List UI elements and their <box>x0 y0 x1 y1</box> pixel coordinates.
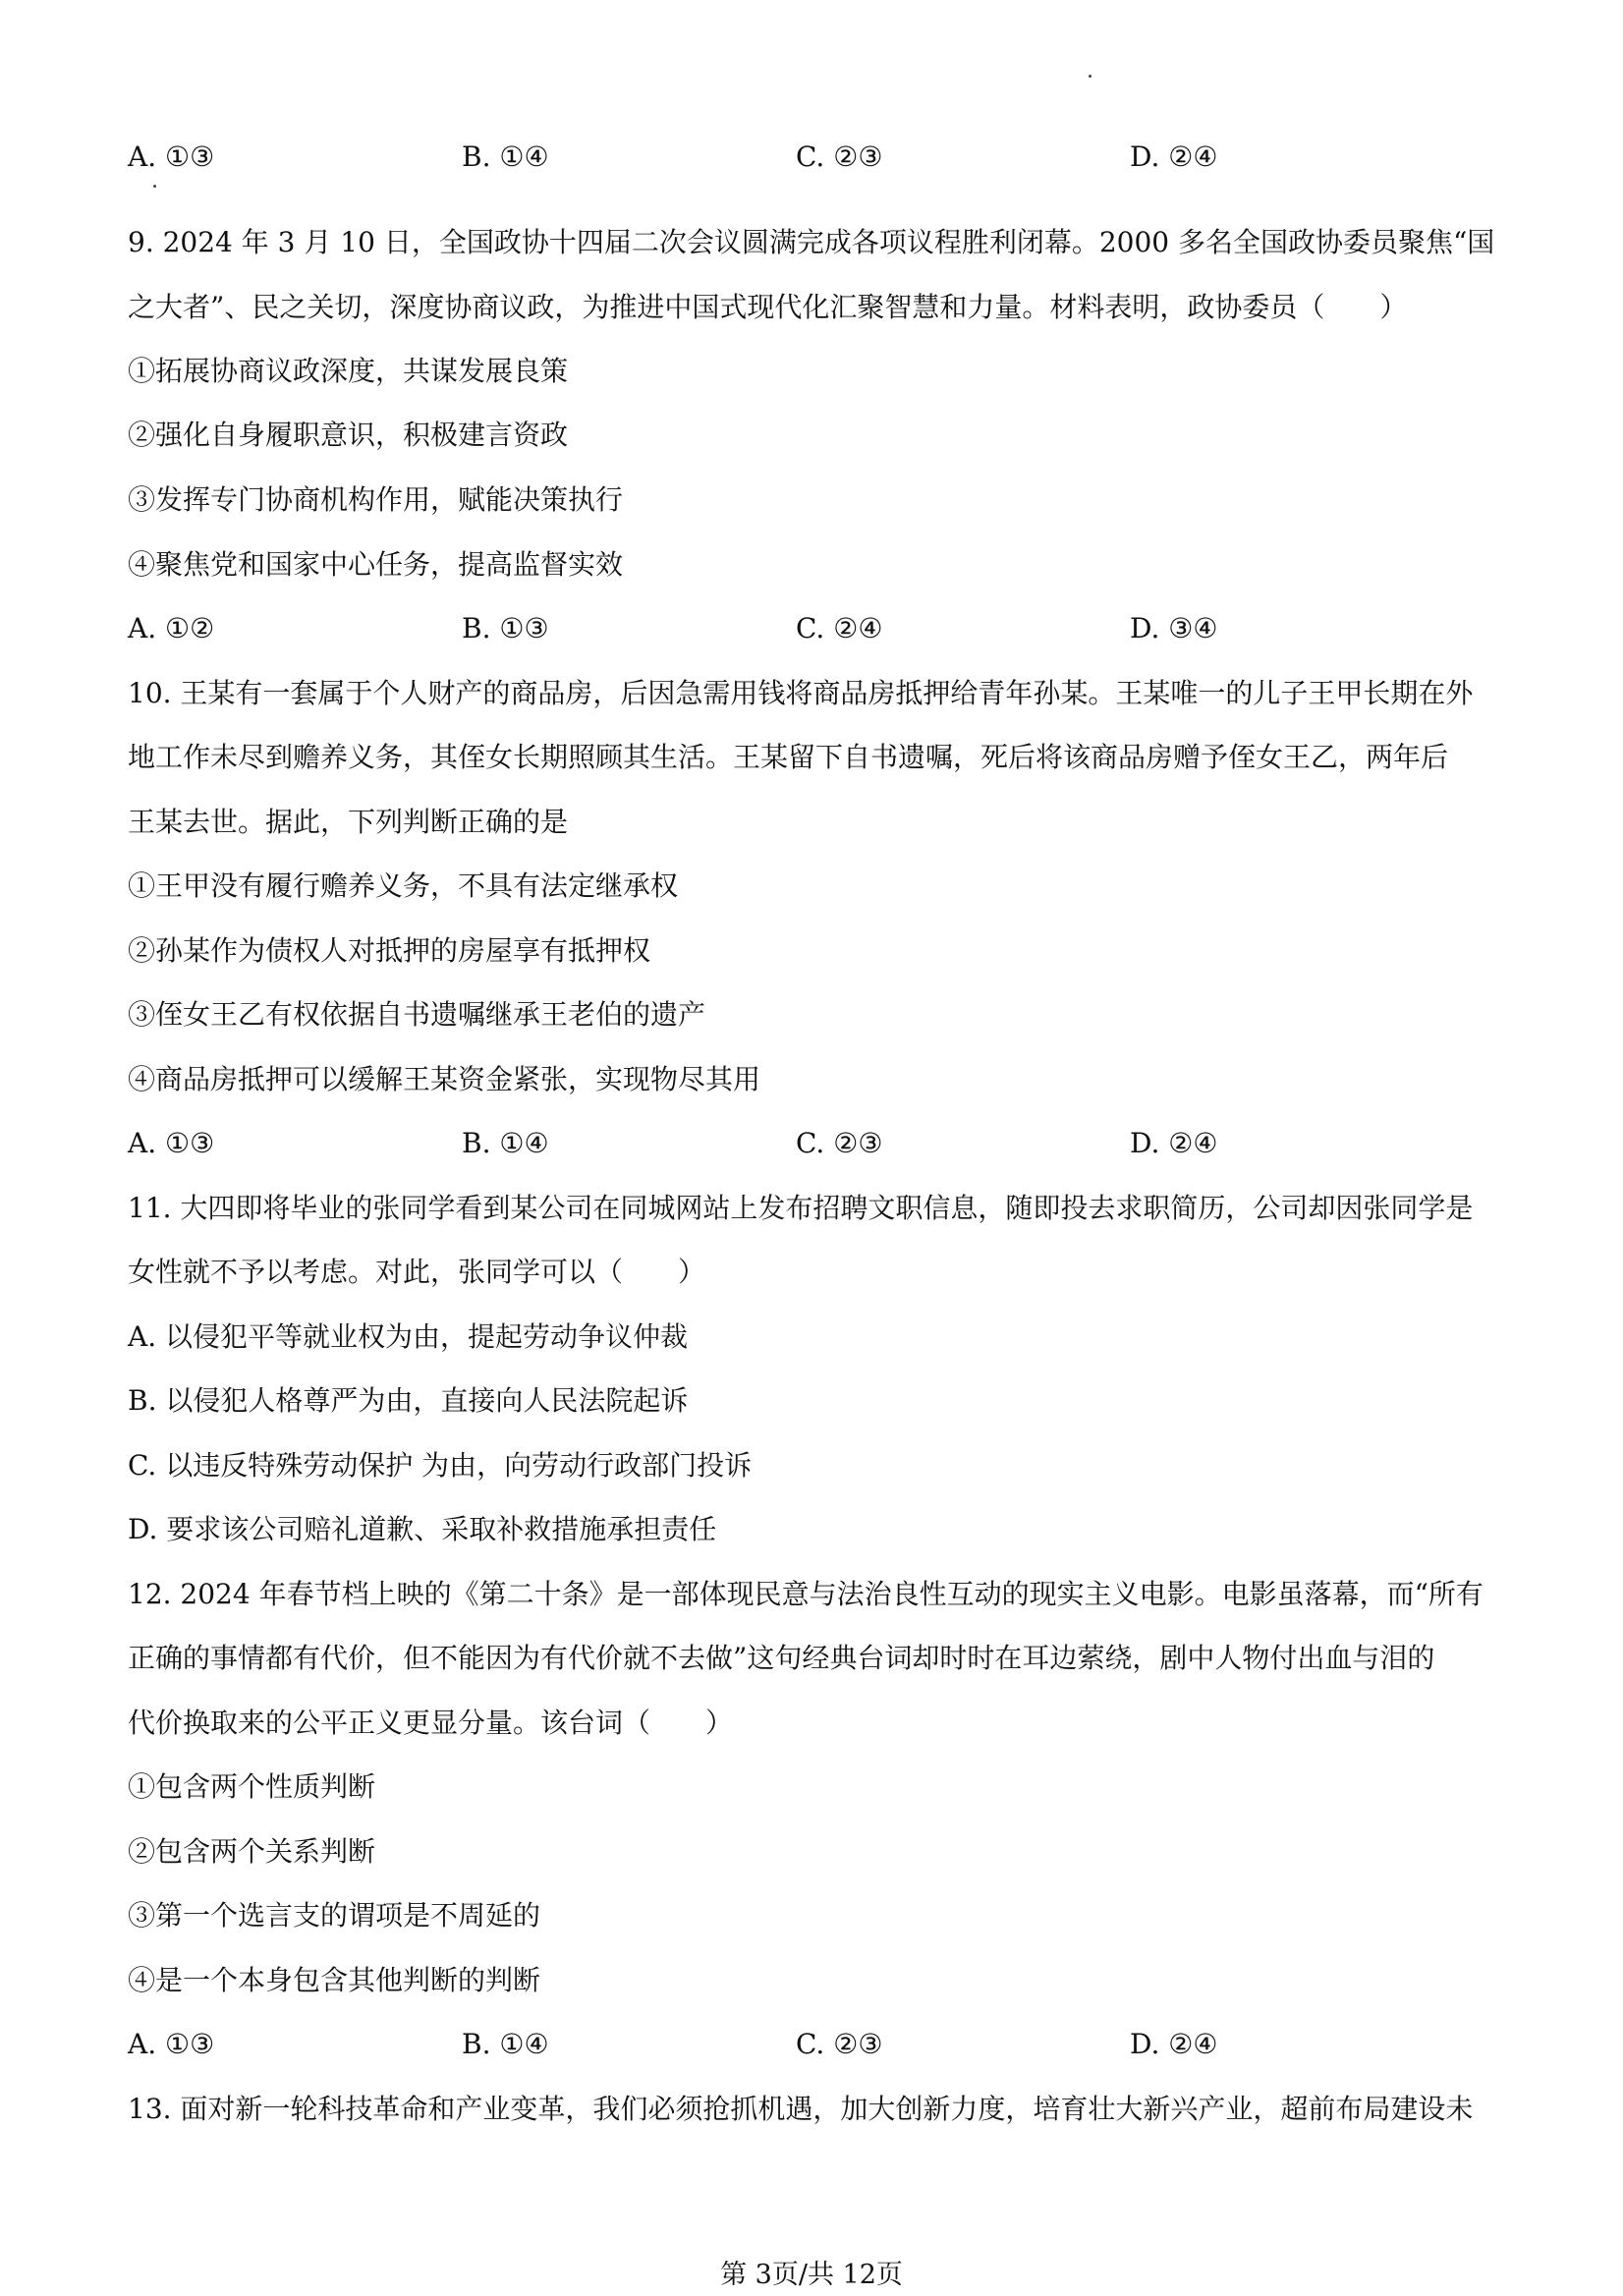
q12-item-3: ③第一个选言支的谓项是不周延的 <box>128 1899 541 1932</box>
q9-item-4: ④聚焦党和国家中心任务，提高监督实效 <box>128 548 624 581</box>
q10-stem-line-1: 10. 王某有一套属于个人财产的商品房，后因急需用钱将商品房抵押给青年孙某。王某唯一的儿子王甲长期在外 <box>128 677 1474 709</box>
q11-stem-line-1: 11. 大四即将毕业的张同学看到某公司在同城网站上发布招聘文职信息，随即投去求职简历，公司却因张同学是 <box>128 1192 1474 1224</box>
option-d: D. ②④ <box>1130 140 1218 173</box>
q12-stem-line-2: 正确的事情都有代价，但不能因为有代价就不去做”这句经典台词却时时在耳边萦绕，剧中人物付出血与泪的 <box>128 1642 1435 1674</box>
q11-choice-d: D. 要求该公司赔礼道歉、采取补救措施承担责任 <box>128 1513 717 1545</box>
q12-stem-line-3: 代价换取来的公平正义更显分量。该台词（ ） <box>128 1707 734 1739</box>
q8-options <box>128 138 1405 177</box>
q12-options <box>128 2025 1405 2064</box>
q9-item-2: ②强化自身履职意识，积极建言资政 <box>128 419 569 451</box>
option-b: B. ①④ <box>462 1127 549 1159</box>
option-b: B. ①③ <box>462 612 549 644</box>
option-c: C. ②③ <box>796 2028 883 2060</box>
page-footer: 第 3页/共 12页 <box>720 2260 903 2290</box>
option-a: A. ①③ <box>128 2028 215 2060</box>
q11-choice-c: C. 以违反特殊劳动保护 为由，向劳动行政部门投诉 <box>128 1449 753 1482</box>
q11-stem-line-2: 女性就不予以考虑。对此，张同学可以（ ） <box>128 1256 706 1288</box>
option-d: D. ③④ <box>1130 612 1218 644</box>
q9-item-1: ①拓展协商议政深度，共谋发展良策 <box>128 355 569 387</box>
scan-speck <box>153 185 156 188</box>
option-b: B. ①④ <box>462 140 549 173</box>
q11-choice-a: A. 以侵犯平等就业权为由，提起劳动争议仲裁 <box>128 1320 689 1353</box>
q10-stem-line-3: 王某去世。据此，下列判断正确的是 <box>128 806 569 838</box>
q10-item-4: ④商品房抵押可以缓解王某资金紧张，实现物尽其用 <box>128 1063 761 1095</box>
q10-stem-line-2: 地工作未尽到赡养义务，其侄女长期照顾其生活。王某留下自书遗嘱，死后将该商品房赠予侄女王乙，两年后 <box>128 741 1449 773</box>
q12-item-2: ②包含两个关系判断 <box>128 1835 376 1868</box>
scan-speck <box>1089 75 1091 78</box>
option-a: A. ①③ <box>128 1127 215 1159</box>
q12-item-1: ①包含两个性质判断 <box>128 1770 376 1803</box>
q10-options <box>128 1124 1405 1163</box>
q9-options <box>128 609 1405 648</box>
option-b: B. ①④ <box>462 2028 549 2060</box>
option-a: A. ①③ <box>128 140 215 173</box>
option-c: C. ②③ <box>796 1127 883 1159</box>
q13-stem-line-1: 13. 面对新一轮科技革命和产业变革，我们必须抢抓机遇，加大创新力度，培育壮大新兴产业，超前布局建设未 <box>128 2093 1474 2125</box>
q10-item-2: ②孙某作为债权人对抵押的房屋享有抵押权 <box>128 934 651 967</box>
q9-stem-line-1: 9. 2024 年 3 月 10 日，全国政协十四届二次会议圆满完成各项议程胜利闭幕。2000 多名全国政协委员聚焦“国 <box>128 226 1495 258</box>
option-c: C. ②③ <box>796 140 883 173</box>
q10-item-1: ①王甲没有履行赡养义务，不具有法定继承权 <box>128 869 679 902</box>
q9-stem-line-2: 之大者”、民之关切，深度协商议政，为推进中国式现代化汇聚智慧和力量。材料表明，政协委员（ ） <box>128 291 1408 323</box>
option-d: D. ②④ <box>1130 2028 1218 2060</box>
q11-choice-b: B. 以侵犯人格尊严为由，直接向人民法院起诉 <box>128 1384 689 1417</box>
q9-item-3: ③发挥专门协商机构作用，赋能决策执行 <box>128 483 624 516</box>
option-a: A. ①② <box>128 612 215 644</box>
q12-stem-line-1: 12. 2024 年春节档上映的《第二十条》是一部体现民意与法治良性互动的现实主义电影。电影虽落幕，而“所有 <box>128 1578 1483 1610</box>
option-d: D. ②④ <box>1130 1127 1218 1159</box>
option-c: C. ②④ <box>796 612 883 644</box>
q10-item-3: ③侄女王乙有权依据自书遗嘱继承王老伯的遗产 <box>128 998 706 1031</box>
q12-item-4: ④是一个本身包含其他判断的判断 <box>128 1964 541 1996</box>
